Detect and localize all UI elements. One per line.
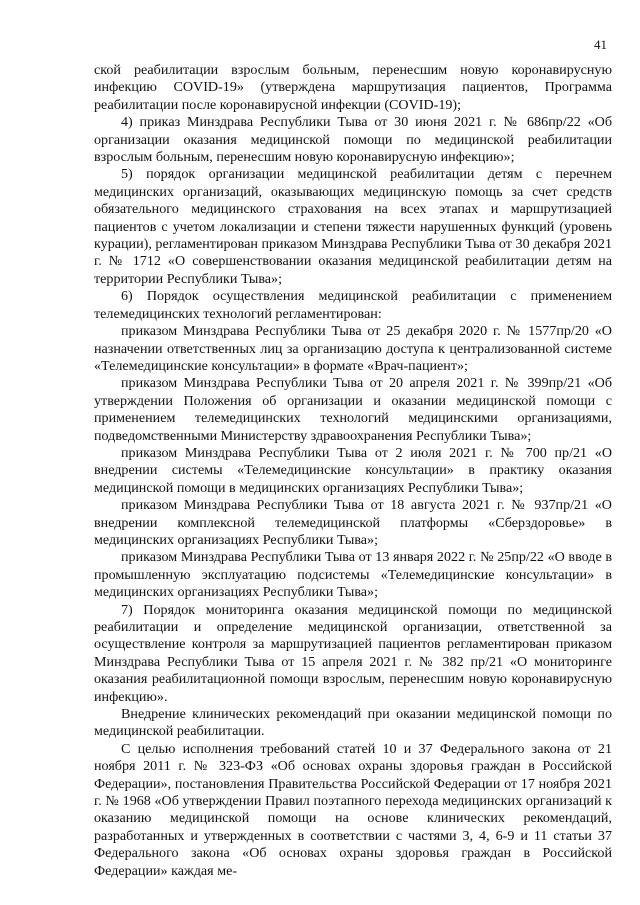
page-number: 41 <box>594 37 607 52</box>
paragraph-order-399: приказом Минздрава Республики Тыва от 20 апреля 2021 г. № 399пр/21 «Об утверждении Положения об организации и оказании медицинской помощи с применением телемедицинских технологий медицинскими организациями, подведомственными Министерству здравоохранения Республики Тыва»; <box>94 375 612 444</box>
paragraph-order-937: приказом Минздрава Республики Тыва от 18 августа 2021 г. № 937пр/21 «О внедрении комплексной телемедицинской платформы «Сберздоровье» в медицинских организациях Республики Тыва»; <box>94 497 612 548</box>
paragraph-item-4: 4) приказ Минздрава Республики Тыва от 30 июня 2021 г. № 686пр/22 «Об организации оказания медицинской помощи по медицинской реабилитации взрослым больным, перенесшим новую коронавирусную инфекцию»; <box>94 114 612 166</box>
paragraph-continuation: ской реабилитации взрослым больным, перенесшим новую коронавирусную инфекцию COVID-19» (утверждена маршрутизация пациентов, Программа реабилитации после коронавирусной инфекции (COVID-19); <box>94 62 612 113</box>
body-text <box>94 62 612 880</box>
paragraph-federal-law: С целью исполнения требований статей 10 и 37 Федерального закона от 21 ноября 2011 г. № 323-ФЗ «Об основах охраны здоровья граждан в Российской Федерации», постановления Правительства Российской Федерации от 17 ноября 2021 г. № 1968 «Об утверждении Правил поэтапного перехода медицинских организаций к оказанию медицинской помощи на основе клинических рекомендаций, разработанных и утвержденных в соответствии с частями 3, 4, 6-9 и 11 статьи 37 Федерального закона «Об основах охраны здоровья граждан в Российской Федерации» каждая ме- <box>94 740 612 879</box>
paragraph-clinical-guidelines: Внедрение клинических рекомендаций при оказании медицинской помощи по медицинской реабилитации. <box>94 706 612 740</box>
paragraph-item-6: 6) Порядок осуществления медицинской реабилитации с применением телемедицинских технологий регламентирован: <box>94 288 612 322</box>
paragraph-order-700: приказом Минздрава Республики Тыва от 2 июля 2021 г. № 700 пр/21 «О внедрении системы «Телемедицинские консультации» в практику оказания медицинской помощи в медицинских организациях Республики Тыва»; <box>94 444 612 496</box>
paragraph-order-1577: приказом Минздрава Республики Тыва от 25 декабря 2020 г. № 1577пр/20 «О назначении ответственных лиц за организацию доступа к централизованной системе «Телемедицинские консультации» в формате «Врач-пациент»; <box>94 323 612 374</box>
paragraph-order-25: приказом Минздрава Республики Тыва от 13 января 2022 г. № 25пр/22 «О вводе в промышленную эксплуатацию подсистемы «Телемедицинские консультации» в медицинских организациях Республики Тыва»; <box>94 549 612 601</box>
paragraph-item-5: 5) порядок организации медицинской реабилитации детям с перечнем медицинских организаций, оказывающих медицинскую помощь за счет средств обязательного медицинского страхования на всех этапах и маршрутизацией пациентов с учетом локализации и степени тяжести нарушенных функций (уровень курации), регламентирован приказом Минздрава Республики Тыва от 30 декабря 2021 г. № 1712 «О совершенствовании оказания медицинской реабилитации детям на территории Республики Тыва»; <box>94 166 612 287</box>
paragraph-item-7: 7) Порядок мониторинга оказания медицинской помощи по медицинской реабилитации и определение медицинской организации, ответственной за осуществление контроля за маршрутизацией пациентов регламентирован приказом Минздрава Республики Тыва от 15 апреля 2021 г. № 382 пр/21 «О мониторинге оказания реабилитационной помощи взрослым, перенесшим новую коронавирусную инфекцию». <box>94 601 612 705</box>
